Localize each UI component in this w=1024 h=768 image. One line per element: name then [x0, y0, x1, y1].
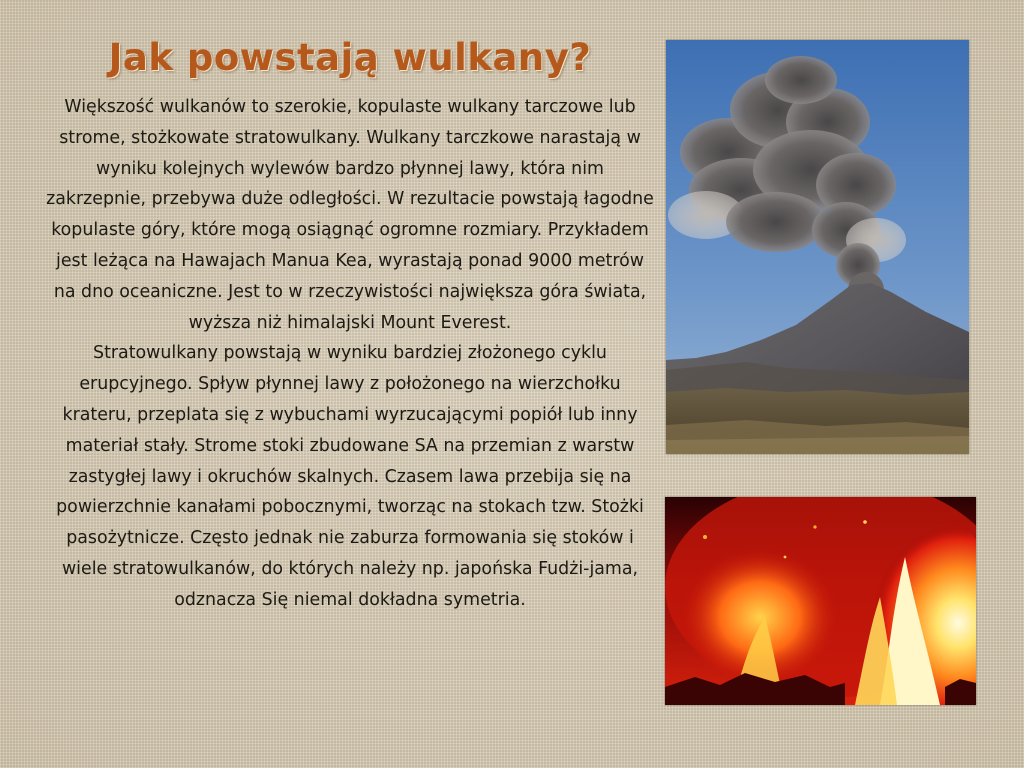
slide-title: Jak powstają wulkany? — [108, 36, 592, 79]
paragraph-stratovolcanoes: Stratowulkany powstają w wyniku bardziej złożonego cyklu erupcyjnego. Spływ płynnej lawy z położonego na wierzchołku krateru, przeplata się z wybuchami wyrzucającymi popiół lub inny materiał stały. Strome stoki zbudowane SA na przemian z warstw zastygłej lawy i okruchów skalnych. Czasem lawa przebija się na powierzchnie kanałami pobocznymi, tworząc na stokach tzw. Stożki pasożytnicze. Często jednak nie zaburza formowania się stoków i wiele stratowulkanów, do których należy np. japońska Fudżi-jama, odznacza Się niemal dokładna symetria. — [56, 343, 644, 610]
lava-fountain-photo — [665, 497, 976, 705]
paragraph-shield-volcanoes: Większość wulkanów to szerokie, kopulaste wulkany tarczowe lub strome, stożkowate stratowulkany. Wulkany tarczkowe narastają w wyniku kolejnych wylewów bardzo płynnej lawy, która nim zakrzepnie, przebywa duże odległości. W rezultacie powstają łagodne kopulaste góry, które mogą osiągnąć ogromne rozmiary. Przykładem jest leżąca na Hawajach Manua Kea, wyrastają ponad 9000 metrów na dno oceaniczne. Jest to w rzeczywistości największa góra świata, wyższa niż himalajski Mount Everest. — [46, 97, 654, 333]
volcano-eruption-photo — [666, 40, 969, 454]
slide-body — [44, 92, 656, 616]
